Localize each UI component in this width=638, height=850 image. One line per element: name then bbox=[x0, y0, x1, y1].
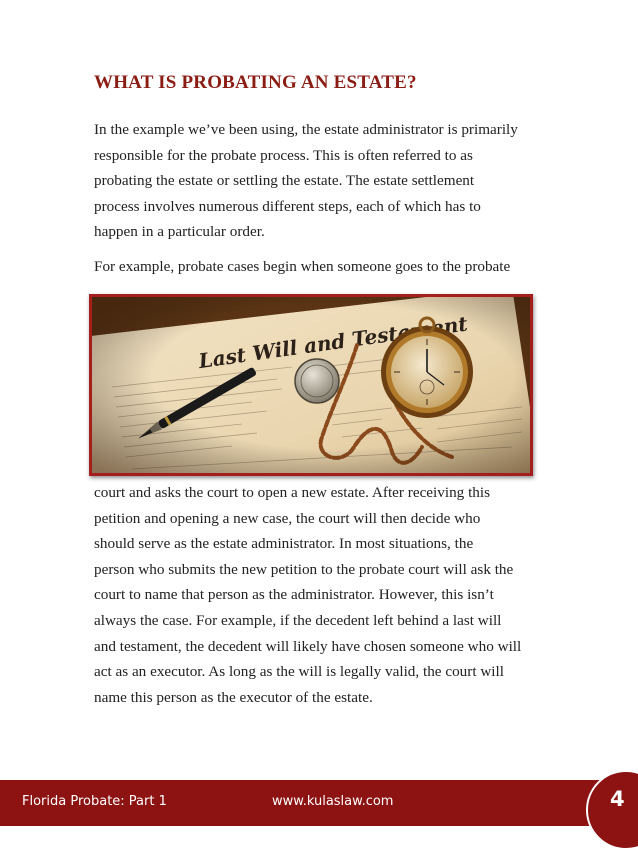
footer-document-title: Florida Probate: Part 1 bbox=[22, 794, 167, 809]
text-line: probating the estate or settling the estate. The estate settlement bbox=[94, 172, 475, 190]
text-line: For example, probate cases begin when someone goes to the probate bbox=[94, 258, 511, 275]
text-line: person who submits the new petition to the probate court will ask the bbox=[94, 560, 514, 578]
page-number: 4 bbox=[610, 787, 625, 811]
text-line: act as an executor. As long as the will is legally valid, the court will bbox=[94, 663, 504, 681]
text-line: name this person as the executor of the estate. bbox=[94, 688, 373, 706]
text-line: and testament, the decedent will likely have chosen someone who will bbox=[94, 637, 522, 655]
footer-website: www.kulaslaw.com bbox=[272, 794, 394, 809]
footer-bar bbox=[0, 780, 638, 826]
last-will-photo bbox=[89, 294, 533, 476]
paragraph-2 bbox=[94, 254, 564, 280]
text-line: petition and opening a new case, the court will then decide who bbox=[94, 509, 481, 527]
text-line: court and asks the court to open a new estate. After receiving this bbox=[94, 484, 491, 501]
text-line: process involves numerous different steps, each of which has to bbox=[94, 197, 481, 215]
text-line: court to name that person as the administrator. However, this isn’t bbox=[94, 586, 494, 604]
text-line: should serve as the estate administrator. In most situations, the bbox=[94, 535, 474, 553]
text-line: always the case. For example, if the decedent left behind a last will bbox=[94, 611, 502, 629]
text-line: In the example we’ve been using, the estate administrator is primarily bbox=[94, 121, 518, 138]
section-heading: WHAT IS PROBATING AN ESTATE? bbox=[94, 72, 417, 93]
text-line: responsible for the probate process. This is often referred to as bbox=[94, 146, 473, 164]
paragraph-1 bbox=[94, 117, 564, 245]
text-line: happen in a particular order. bbox=[94, 223, 265, 241]
paragraph-3 bbox=[94, 480, 564, 710]
